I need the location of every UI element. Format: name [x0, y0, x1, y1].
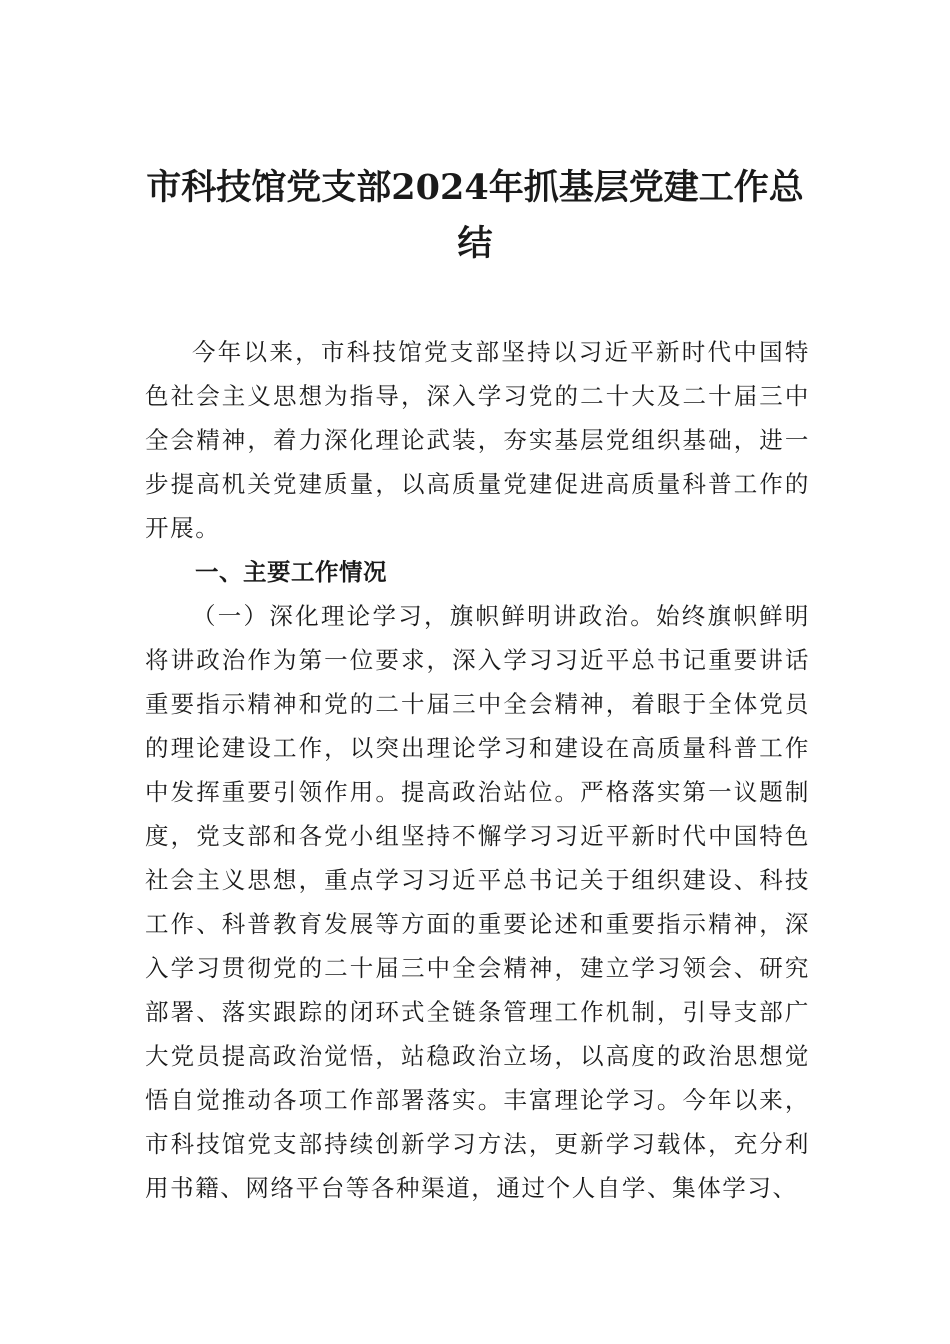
title-line-1: 市科技馆党支部2024年抓基层党建工作总	[146, 167, 804, 208]
title-line-2: 结	[457, 223, 493, 264]
subsection-paragraph	[145, 594, 810, 1210]
section-heading: 一、主要工作情况	[195, 558, 387, 586]
document-title	[140, 160, 810, 272]
subsection-body: 始终旗帜鲜明将讲政治作为第一位要求，深入学习习近平总书记重要讲话重要指示精神和党的二十届三中全会精神，着眼于全体党员的理论建设工作，以突出理论学习和建设在高质量科普工作中发挥重要引领作用。提高政治站位。严格落实第一议题制度，党支部和各党小组坚持不懈学习习近平新时代中国特色社会主义思想，重点学习习近平总书记关于组织建设、科技工作、科普教育发展等方面的重要论述和重要指示精神，深入学习贯彻党的二十届三中全会精神，建立学习领会、研究部署、落实跟踪的闭环式全链条管理工作机制，引导支部广大党员提高政治觉悟，站稳政治立场，以高度的政治思想觉悟自觉推动各项工作部署落实。丰富理论学习。今年以来，市科技馆党支部持续创新学习方法，更新学习载体，充分利用书籍、网络平台等各种渠道，通过个人自学、集体学习、	[145, 602, 810, 1202]
document-body	[145, 330, 810, 1210]
intro-paragraph: 今年以来，市科技馆党支部坚持以习近平新时代中国特色社会主义思想为指导，深入学习党的二十大及二十届三中全会精神，着力深化理论武装，夯实基层党组织基础，进一步提高机关党建质量，以高质量党建促进高质量科普工作的开展。	[145, 338, 810, 542]
subsection-lead: （一）深化理论学习，旗帜鲜明讲政治。	[192, 602, 656, 630]
